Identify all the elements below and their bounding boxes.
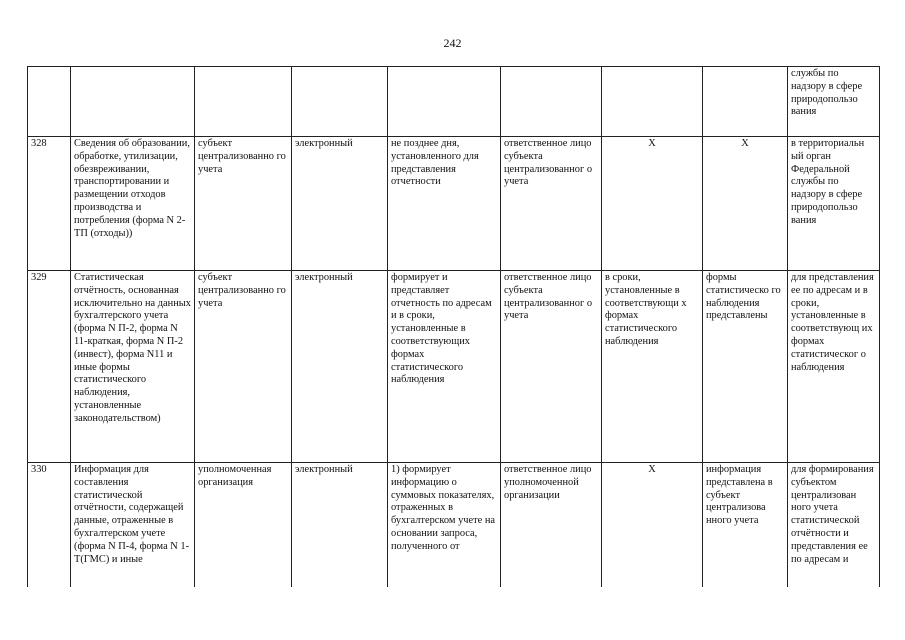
row-number-cell: 330: [28, 463, 71, 587]
table-row-continuation: [28, 67, 880, 137]
col9-cell: для формирования субъектом централизован ного учета статистической отчётности и представления ее по адресам и: [788, 463, 880, 587]
table-row-330: [28, 463, 880, 587]
col7-cell: X: [602, 463, 703, 587]
subject-cell: уполномоченная организация: [195, 463, 292, 587]
form-cell: электронный: [292, 271, 388, 463]
document-table: [27, 66, 880, 587]
col8-cell: [703, 67, 788, 137]
name-cell: Сведения об образовании, обработке, утилизации, обезвреживании, транспортировании и размещении отходов производства и потребления (форма N 2- ТП (отходы)): [71, 137, 195, 271]
subject-cell: субъект централизованно го учета: [195, 271, 292, 463]
col7-cell: X: [602, 137, 703, 271]
row-number-cell: [28, 67, 71, 137]
row-number-cell: 328: [28, 137, 71, 271]
col8-cell: информация представлена в субъект централизова нного учета: [703, 463, 788, 587]
deadline-cell: [388, 67, 501, 137]
col8-cell: формы статистическо го наблюдения представлены: [703, 271, 788, 463]
subject-cell: [195, 67, 292, 137]
row-number-cell: 329: [28, 271, 71, 463]
form-cell: электронный: [292, 463, 388, 587]
name-cell: Статистическая отчётность, основанная исключительно на данных бухгалтерского учета (форма N П-2, форма N 11-краткая, форма N П-2 (инвест), форма N11 и иные формы статистического наблюдения, установленные законодательством): [71, 271, 195, 463]
deadline-cell: не позднее дня, установленного для представления отчетности: [388, 137, 501, 271]
table-row-328: [28, 137, 880, 271]
form-cell: электронный: [292, 137, 388, 271]
name-cell: Информация для составления статистической отчётности, содержащей данные, отраженные в бухгалтерском учете (форма N П-4, форма N 1-Т(ГМС) и иные: [71, 463, 195, 587]
deadline-cell: 1) формирует информацию о суммовых показателях, отраженных в бухгалтерском учете на основании запроса, полученного от: [388, 463, 501, 587]
responsible-cell: ответственное лицо уполномоченной организации: [501, 463, 602, 587]
col8-cell: X: [703, 137, 788, 271]
col9-cell: для представления ее по адресам и в сроки, установленные в соответствующ их формах статистическог о наблюдения: [788, 271, 880, 463]
responsible-cell: [501, 67, 602, 137]
deadline-cell: формирует и представляет отчетность по адресам и в сроки, установленные в соответствующих формах статистического наблюдения: [388, 271, 501, 463]
table-row-329: [28, 271, 880, 463]
col7-cell: в сроки, установленные в соответствующи х формах статистического наблюдения: [602, 271, 703, 463]
col9-cell: в территориальн ый орган Федеральной службы по надзору в сфере природопользо вания: [788, 137, 880, 271]
page-number: 242: [443, 36, 462, 50]
subject-cell: субъект централизованно го учета: [195, 137, 292, 271]
responsible-cell: ответственное лицо субъекта централизованног о учета: [501, 271, 602, 463]
form-cell: [292, 67, 388, 137]
col7-cell: [602, 67, 703, 137]
name-cell: [71, 67, 195, 137]
responsible-cell: ответственное лицо субъекта централизованног о учета: [501, 137, 602, 271]
col9-cell: службы по надзору в сфере природопользо вания: [788, 67, 880, 137]
